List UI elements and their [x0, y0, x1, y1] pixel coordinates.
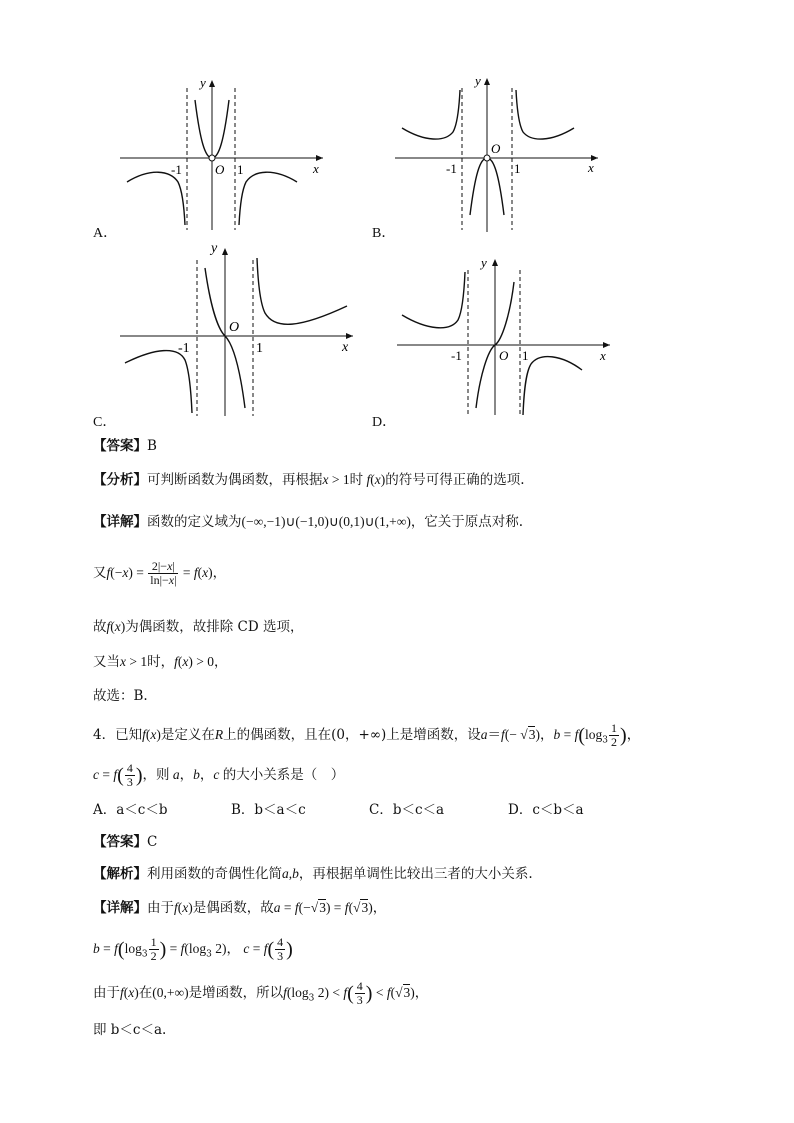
math-fraction: $\frac{2|-x|}{\ln|-x|}$: [150, 559, 177, 587]
detail-text-2: 时，: [147, 654, 175, 670]
q4-option-b[interactable]: B．b＜a＜c: [231, 802, 306, 818]
graph-c: [115, 238, 360, 418]
x-label: x: [588, 160, 594, 175]
math-fx: f: [142, 727, 146, 742]
math-b-eq: b: [93, 941, 100, 956]
detail-tag: 【详解】: [93, 900, 147, 916]
math-domain: (−∞,−1)∪(−1,0)∪(0,1)∪(1,+∞): [241, 514, 411, 529]
y-arrow: [209, 80, 215, 87]
detail-text: 由于: [93, 985, 120, 1001]
answer-tag: 【答案】: [93, 834, 147, 850]
graph-a: [115, 70, 330, 235]
q4-analysis: 【解析】利用函数的奇偶性化简a,b，再根据单调性比较出三者的大小关系.: [93, 866, 533, 882]
stem-text: 4．已知: [93, 727, 143, 743]
answer-value: B: [147, 438, 157, 454]
analysis-text: 可判断函数为偶函数，再根据: [147, 472, 323, 488]
option-d-label: D．: [372, 415, 397, 430]
option-b-label: B．: [372, 226, 396, 241]
curve-right: [516, 90, 574, 139]
option-a-label: A．: [93, 226, 118, 241]
tick-neg1: -1: [178, 341, 190, 356]
curve-left: [402, 90, 460, 139]
math-b-def: b: [553, 727, 561, 742]
math-fx: f: [106, 619, 111, 634]
tick-neg1: -1: [451, 348, 462, 363]
detail-text: 函数的定义域为: [147, 514, 242, 530]
math-c-def: c: [93, 767, 99, 782]
detail-text: 即 b＜c＜a.: [93, 1022, 167, 1038]
math-a-def: a: [480, 727, 488, 742]
math-fx-gt-0: f: [174, 654, 178, 669]
stem-text-2: 是定义在: [160, 727, 215, 743]
detail-text: 故: [93, 619, 107, 635]
curve-left: [125, 351, 192, 413]
origin-label: O: [491, 141, 501, 156]
graph-d: [392, 250, 617, 418]
detail-tag: 【详解】: [93, 514, 147, 530]
y-arrow: [484, 78, 490, 85]
detail-text-2: 为偶函数，故排除 CD 选项，: [125, 619, 304, 635]
analysis-tag: 【解析】: [93, 866, 147, 882]
curve-left: [402, 272, 465, 328]
detail-text: 又: [93, 565, 107, 581]
stem-text: ，则: [142, 767, 170, 783]
x-label: x: [342, 340, 349, 355]
analysis-text-3: 的符号可得正确的选项.: [385, 472, 525, 488]
q4-option-d[interactable]: D．c＜b＜a: [508, 802, 584, 818]
stem-text-4: ，: [539, 727, 554, 743]
q4-detail-1: 【详解】由于f(x)是偶函数，故a = f(−√3) = f(√3)，: [93, 900, 387, 916]
curve-left: [127, 172, 185, 225]
q4-detail-3: 由于f(x)在(0,+∞)是增函数，所以$f(\log_3$ 2) < f( $\frac{4}{3}$ ) < f(√3)，: [93, 979, 429, 1007]
q4-option-c[interactable]: C．b＜c＜a: [369, 802, 445, 818]
tick-1: 1: [256, 341, 263, 356]
math-a-b: a: [282, 866, 289, 881]
stem-text-3: 上的偶函数，且在(0，+∞)上是增函数，设: [223, 727, 481, 743]
q3-detail-even: 又f(−x) = $\frac{2|-x|}{\ln|-x|}$ = f(x)，: [93, 559, 227, 587]
q4-answer: [93, 832, 157, 852]
origin-label: O: [499, 348, 509, 363]
tick-1: 1: [237, 162, 244, 177]
math-fx: f: [363, 472, 371, 487]
q3-answer: [93, 436, 157, 456]
math-x-gt-1: x: [322, 472, 329, 487]
q4-stem-line-1: 4．已知f(x)是定义在R上的偶函数，且在(0，+∞)上是增函数，设a＝f(− √3)，$b = f(\log_3$ $\frac{1}{2}$ )，: [93, 721, 641, 749]
option-c-label: C．: [93, 415, 117, 430]
q3-detail-choose: [93, 686, 148, 706]
q4-detail-4: [93, 1020, 166, 1040]
detail-text-2: ，它关于原点对称.: [410, 514, 524, 530]
y-label: y: [211, 241, 218, 256]
y-arrow: [492, 259, 498, 266]
detail-text: 由于: [147, 900, 174, 916]
detail-text: 故选：B.: [93, 688, 148, 704]
answer-value: C: [147, 834, 158, 850]
stem-text-2: 的大小关系是（ ）: [222, 767, 345, 783]
origin-hole: [209, 155, 215, 161]
tick-1: 1: [514, 161, 521, 176]
y-label: y: [200, 75, 206, 90]
math-fx: f: [120, 985, 124, 1000]
q4-option-a[interactable]: A．a＜c＜b: [93, 802, 168, 818]
tick-neg1: -1: [171, 162, 182, 177]
math-fx: f: [174, 900, 178, 915]
detail-text: 又当: [93, 654, 120, 670]
answer-tag: 【答案】: [93, 438, 147, 454]
analysis-text-2: ，再根据单调性比较出三者的大小关系.: [298, 866, 533, 882]
x-label: x: [313, 161, 319, 176]
q3-analysis: 【分析】可判断函数为偶函数，再根据x > 1时 f(x)的符号可得正确的选项.: [93, 472, 525, 488]
math-f-neg-x: f: [106, 565, 111, 580]
curve-right: [239, 172, 297, 225]
x-label: x: [600, 348, 606, 363]
q3-detail-positive: 又当x > 1时，f(x) > 0，: [93, 654, 228, 670]
q4-stem-line-2: c = f( $\frac{4}{3}$ )，则 a，b，c 的大小关系是（ ）: [93, 761, 345, 789]
y-arrow: [222, 248, 228, 255]
x-arrow: [346, 333, 353, 339]
curve-right: [257, 258, 347, 324]
y-label: y: [481, 255, 487, 270]
math-x-gt-1: x: [120, 654, 126, 669]
analysis-text: 利用函数的奇偶性化简: [147, 866, 282, 882]
curve-right: [523, 357, 582, 415]
graph-b: [390, 70, 605, 235]
detail-text-2: 是偶函数，故: [192, 900, 274, 916]
tick-neg1: -1: [446, 161, 457, 176]
detail-text-3: 是增函数，所以: [188, 985, 284, 1001]
q3-detail-domain: [93, 512, 523, 532]
detail-text-2: 在: [138, 985, 153, 1001]
origin-label: O: [215, 162, 225, 177]
analysis-tag: 【分析】: [93, 472, 147, 488]
math-R: R: [214, 727, 224, 742]
q4-detail-2: $b = f(\log_3$ $\frac{1}{2}$ ) = $f(\log_3$ 2)， c = f( $\frac{4}{3}$ ): [93, 935, 293, 963]
origin-hole: [484, 155, 490, 161]
tick-1: 1: [522, 348, 529, 363]
q3-detail-exclude: 故f(x)为偶函数，故排除 CD 选项，: [93, 619, 304, 635]
y-label: y: [475, 73, 481, 88]
origin-label: O: [229, 320, 240, 335]
analysis-text-2: 时: [349, 472, 364, 488]
